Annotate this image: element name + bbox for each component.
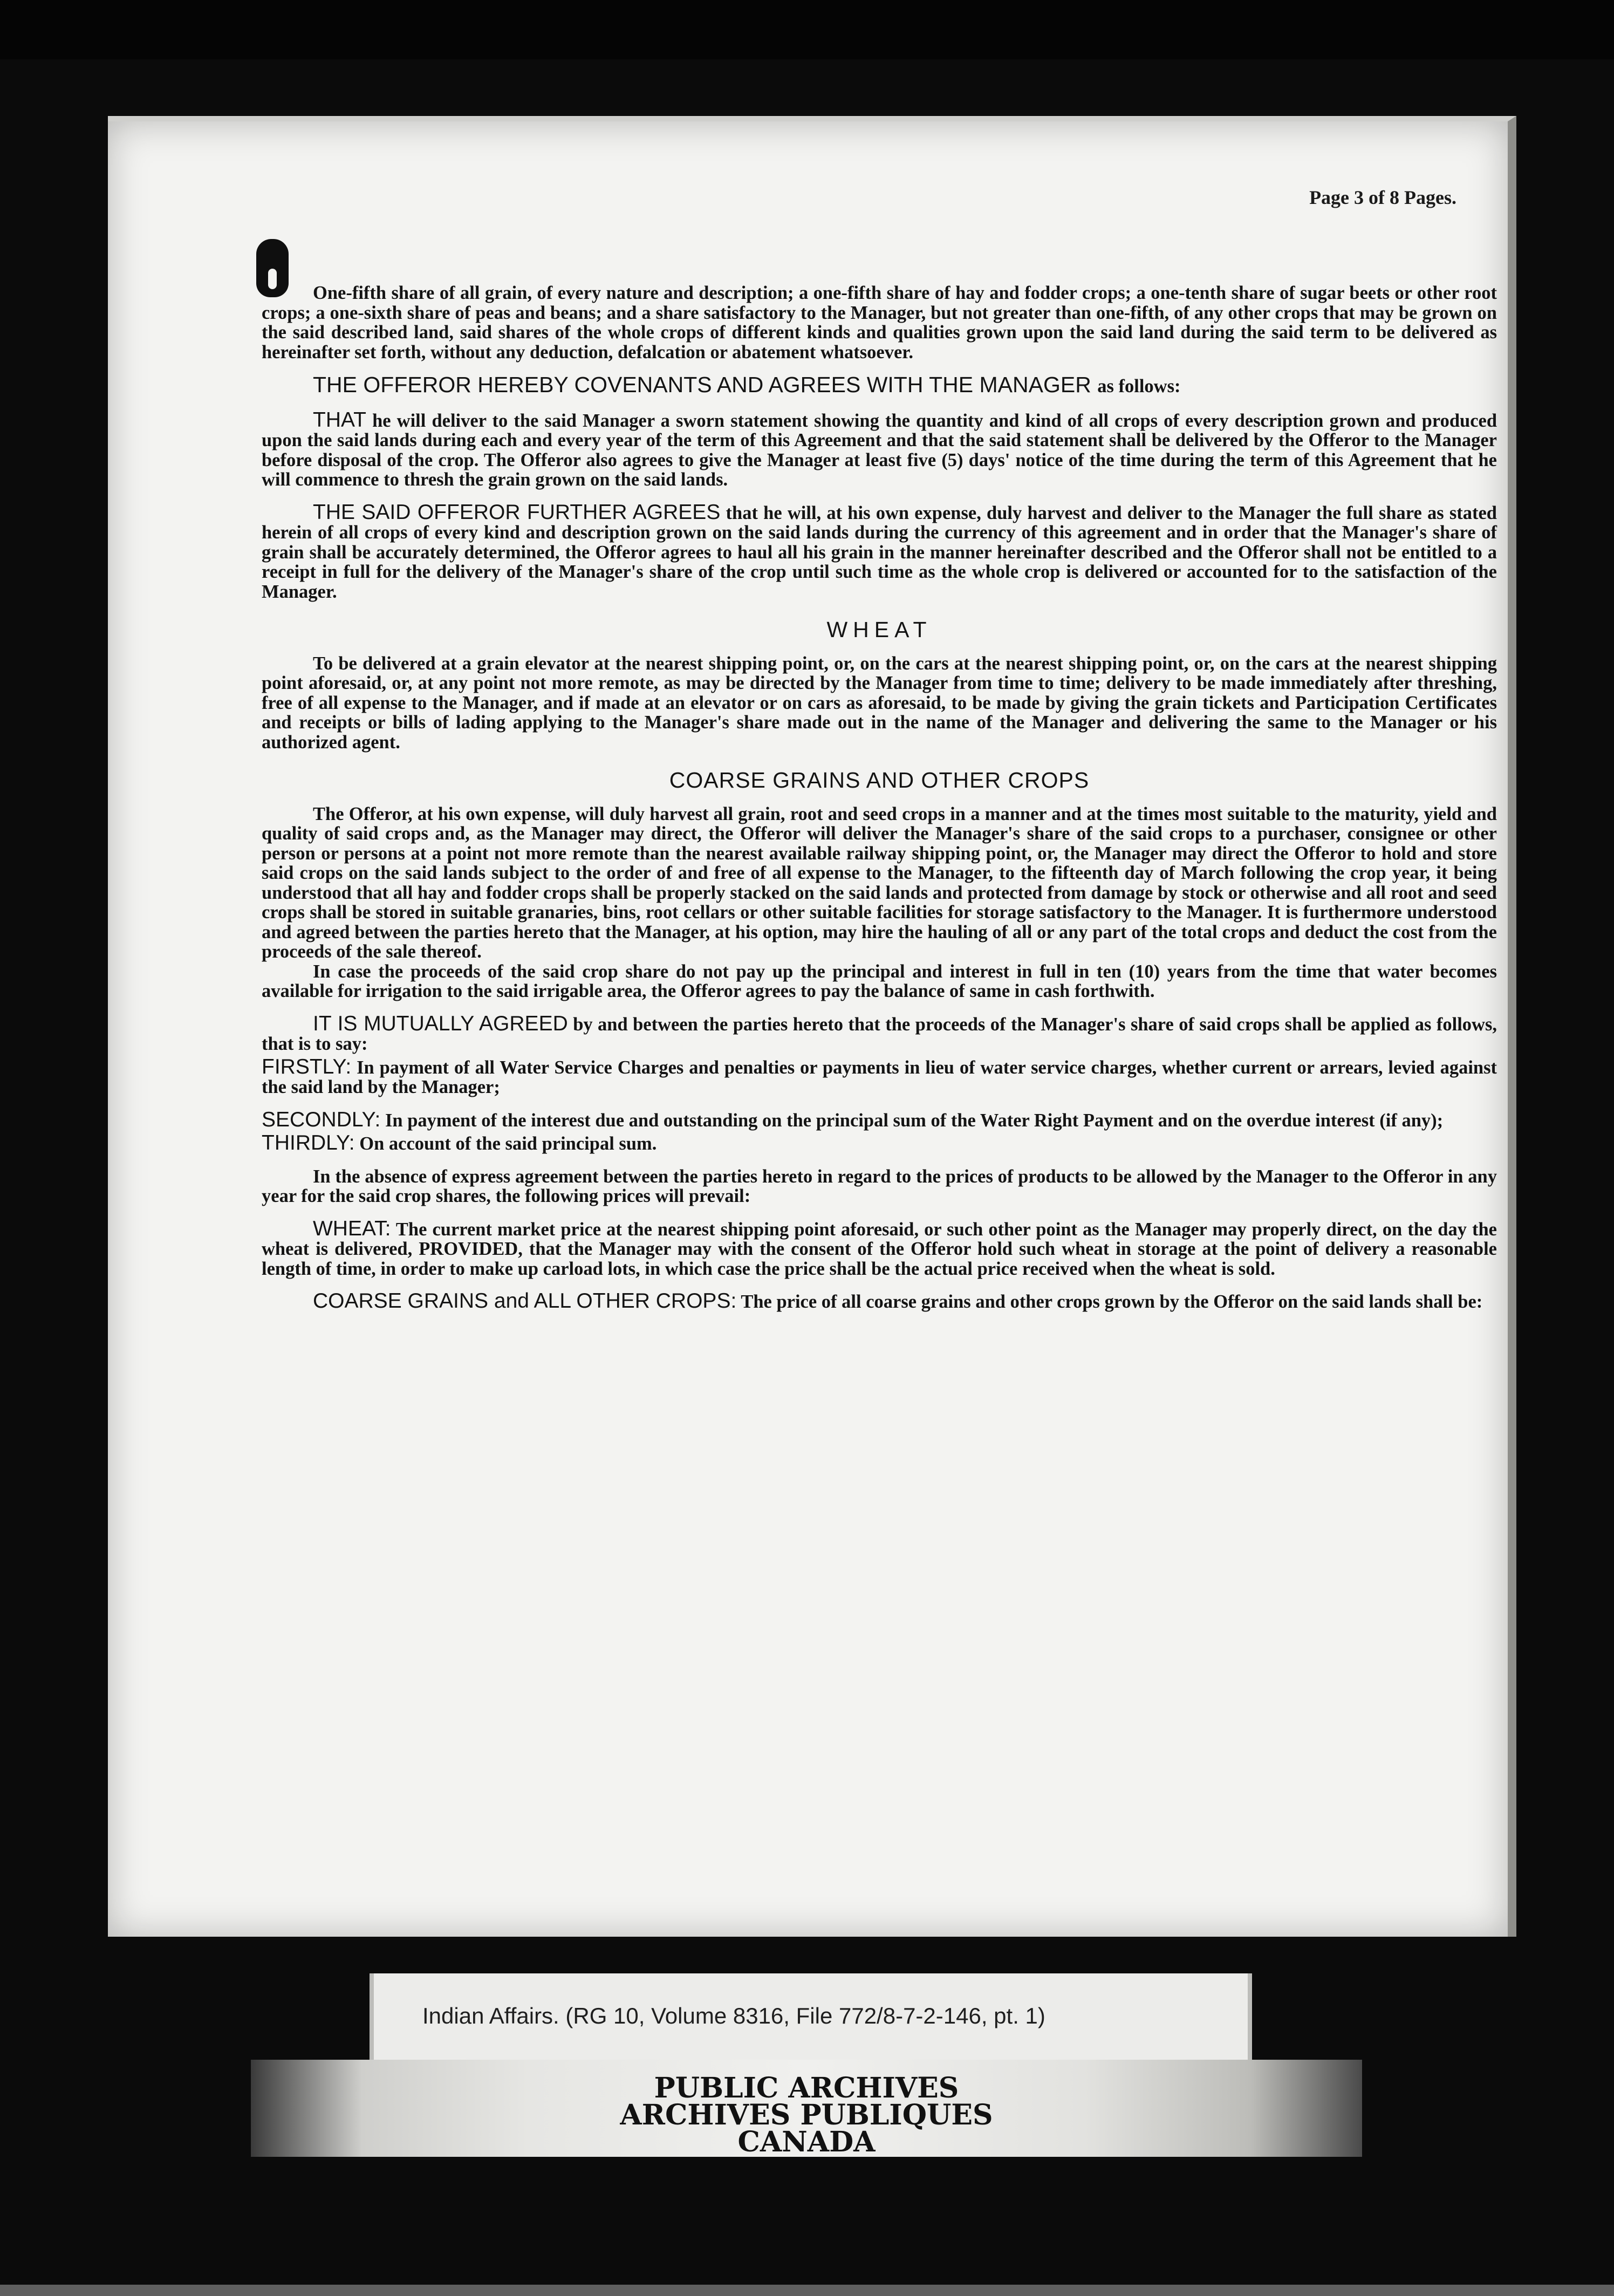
mutual-paragraph (262, 1014, 1497, 1054)
wheat-price-lead: WHEAT: (313, 1217, 391, 1240)
coarse-grains-heading: COARSE GRAINS AND OTHER CROPS (669, 768, 1090, 792)
thirdly-body: On account of the said principal sum. (359, 1133, 657, 1154)
coarse-grains-paragraph: The Offeror, at his own expense, will duly harvest all grain, root and seed crops in a manner and at the times most suitable to the maturity, yield and quality of said crops and, as the Manager may direct, the Offeror will deliver the Manager's share of the said crops to a purchaser, consignee or other person or persons at a point not more remote than the nearest available railway shipping point, or, the Manager may direct the Offeror to hold and store said crops on the said lands subject to the order of and free of all expense to the Manager, to the fifteenth day of March following the crop year, it being understood that all hay and fodder crops shall be properly stacked on the said lands and protected from damage by stock or otherwise and all root and seed crops shall be stored in suitable granaries, bins, root cellars or other suitable facilities for storage satisfactory to the Manager. It is furthermore understood and agreed between the parties hereto that the Manager, at his option, may hire the hauling of all or any part of the total crops and deduct the cost from the proceeds of the sale thereof. (262, 803, 1497, 962)
secondly-body: In payment of the interest due and outstanding on the principal sum of the Water Right Payment and on the overdue interest (if any); (385, 1110, 1444, 1131)
archives-stamp-text (251, 2072, 1362, 2158)
film-frame-bottom (0, 2285, 1614, 2296)
coarse-price-lead: COARSE GRAINS and ALL OTHER CROPS: (313, 1289, 737, 1313)
archive-reference-text: Indian Affairs. (RG 10, Volume 8316, File 772/8-7-2-146, pt. 1) (422, 2003, 1045, 2028)
stamp-line-1: PUBLIC ARCHIVES (654, 2072, 959, 2104)
covenant-heading-text: THE OFFEROR HEREBY COVENANTS AND AGREES WITH THE MANAGER (313, 372, 1091, 397)
share-paragraph: One-fifth share of all grain, of every nature and description; a one-fifth share of hay and fodder crops; a one-tenth share of sugar beets or other root crops; a one-sixth share of peas and beans; and a share satisfactory to the Manager, but not greater than one-fifth, of any other crops that may be grown on the said described land, said shares of the whole crops of different kinds and qualities grown upon the said land during the said term to be delivered as hereinafter set forth, without any deduction, defalcation or abatement whatsoever. (262, 283, 1497, 363)
document-page (108, 116, 1516, 1937)
absence-paragraph: In the absence of express agreement between the parties hereto in regard to the prices of products to be allowed by the Manager to the Offeror in any year for the said crop shares, the following prices will prevail: (262, 1166, 1497, 1206)
that-paragraph (262, 408, 1497, 490)
coarse-price-body: The price of all coarse grains and other crops grown by the Offeror on the said lands shall be: (741, 1292, 1483, 1312)
secondly-lead: SECONDLY: (262, 1108, 381, 1131)
further-paragraph (262, 500, 1497, 602)
wheat-price-paragraph (262, 1219, 1497, 1279)
covenant-heading-tail: as follows: (1097, 376, 1181, 397)
firstly-clause (262, 1057, 1497, 1097)
page-number: Page 3 of 8 Pages. (1309, 187, 1456, 208)
further-body: that he will, at his own expense, duly harvest and deliver to the Manager the full share as stated herein of all crops of every kind and description grown on the said lands during the currency of this agreement and in order that the Manager's share of grain shall be accurately determined, the Offeror agrees to haul all his grain in the manner hereinafter described and the Offeror shall not be entitled to a receipt in full for the delivery of the Manager's share of the crop until such time as the whole crop is delivered or accounted for to the satisfaction of the Manager. (262, 502, 1497, 602)
mutual-lead: IT IS MUTUALLY AGREED (313, 1012, 568, 1035)
wheat-heading: WHEAT (826, 617, 932, 642)
mutual-body: by and between the parties hereto that the proceeds of the Manager's share of said crops shall be applied as follows, that is to say: (262, 1014, 1497, 1054)
that-lead: THAT (313, 408, 366, 432)
thirdly-clause (262, 1133, 1497, 1154)
proceeds-paragraph: In case the proceeds of the said crop share do not pay up the principal and interest in full in ten (10) years from the time that water becomes available for irrigation to the said irrigable area, the Offeror agrees to pay the balance of same in cash forthwith. (262, 961, 1497, 1001)
film-frame-top (0, 0, 1614, 59)
archives-stamp (251, 2060, 1362, 2157)
wheat-price-body: The current market price at the nearest shipping point aforesaid, or such other point as the Manager may properly direct, on the day the wheat is delivered, PROVIDED, that the Manager may with the consent of the Offeror hold such wheat in storage at the point of delivery a reasonable length of time, in order to make up carload lots, in which case the price shall be the actual price received when the wheat is sold. (262, 1219, 1497, 1279)
thirdly-lead: THIRDLY: (262, 1131, 355, 1154)
firstly-lead: FIRSTLY: (262, 1055, 352, 1078)
that-body: he will deliver to the said Manager a sworn statement showing the quantity and kind of all crops of every description grown and produced upon the said lands during each and every year of the term of this Agreement and that the said statement shall be delivered by the Offeror to the Manager before disposal of the crop. The Offeror also agrees to give the Manager at least five (5) days' notice of the time during the term of this Agreement that he will commence to thresh the grain grown on the said lands. (262, 410, 1497, 490)
stamp-line-3: CANADA (737, 2126, 876, 2158)
coarse-price-paragraph (262, 1289, 1497, 1313)
stamp-line-2: ARCHIVES PUBLIQUES (620, 2099, 993, 2131)
further-lead: THE SAID OFFEROR FURTHER AGREES (313, 500, 721, 524)
secondly-clause (262, 1110, 1497, 1131)
firstly-body: In payment of all Water Service Charges and penalties or payments in lieu of water service charges, whether current or arrears, levied against the said land by the Manager; (262, 1057, 1497, 1097)
covenant-heading (313, 372, 1497, 397)
wheat-paragraph: To be delivered at a grain elevator at the nearest shipping point, or, on the cars at the nearest shipping point, or, on the cars at the nearest shipping point aforesaid, or, at any point not more remote, as may be directed by the Manager from time to time; delivery to be made immediately after threshing, free of all expense to the Manager, and if made at an elevator or on cars as aforesaid, to be made by giving the grain tickets and Participation Certificates and receipts or bills of lading applying to the Manager's share made out in the name of the Manager and delivering the same to the Manager or his authorized agent. (262, 653, 1497, 753)
document-body (262, 283, 1497, 1325)
archive-reference-label (370, 1973, 1252, 2060)
